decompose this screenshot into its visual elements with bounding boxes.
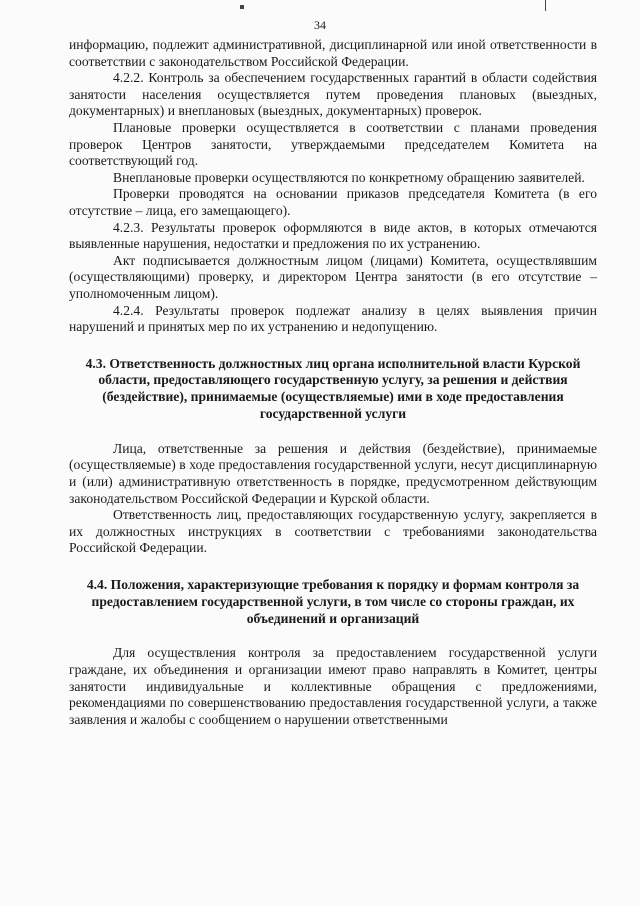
page-number: 34 bbox=[314, 18, 326, 32]
paragraph: 4.2.4. Результаты проверок подлежат анализу в целях выявления причин нарушений и принятых мер по их устранению и недопущению. bbox=[69, 302, 597, 335]
paragraph: информацию, подлежит административной, дисциплинарной или иной ответственности в соответствии с законодательством Российской Федерации. bbox=[69, 37, 597, 69]
paragraph: 4.2.2. Контроль за обеспечением государственных гарантий в области содействия занятости населения осуществляется путем проведения плановых (выездных, документарных) и внеплановых (выездных, документарных) проверок. bbox=[69, 70, 597, 119]
paragraph: Для осуществления контроля за предоставлением государственной услуги граждане, их объединения и организации имеют право направлять в Комитет, центры занятости индивидуальные и коллективные обращения с предложениями, рекомендациями по совершенствованию предоставления государственной услуги, а также заявления и жалобы с сообщением о нарушении ответственными bbox=[69, 645, 597, 727]
scan-artifact bbox=[240, 5, 244, 9]
section-heading-4-4: 4.4. Положения, характеризующие требования к порядку и формам контроля за предоставлением государственной услуги, в том числе со стороны граждан, их объединений и организаций bbox=[86, 577, 580, 626]
paragraph: Ответственность лиц, предоставляющих государственную услугу, закрепляется в их должностных инструкциях в соответствии с требованиями законодательства Российской Федерации. bbox=[69, 507, 597, 556]
scan-artifact bbox=[545, 0, 546, 11]
paragraph: Плановые проверки осуществляется в соответствии с планами проведения проверок Центров занятости, утверждаемыми председателем Комитета на соответствующий год. bbox=[69, 119, 597, 169]
paragraph: Проверки проводятся на основании приказов председателя Комитета (в его отсутствие – лица, его замещающего). bbox=[69, 186, 597, 218]
paragraph: Лица, ответственные за решения и действия (бездействие), принимаемые (осуществляемые) в ходе предоставления государственной услуги, несут дисциплинарную и (или) административную ответственность в порядке, предусмотренном действующим законодательством Российской Федерации и Курской области. bbox=[69, 440, 597, 506]
paragraph: Акт подписывается должностным лицом (лицами) Комитета, осуществлявшим (осуществляющими) проверку, и директором Центра занятости (в его отсутствие – уполномоченным лицом). bbox=[69, 252, 597, 301]
document-body bbox=[69, 37, 597, 728]
section-heading-4-3: 4.3. Ответственность должностных лиц органа исполнительной власти Курской области, предоставляющего государственную услугу, за решения и действия (бездействие), принимаемые (осуществляемые) ими в ходе предоставления государственной услуги bbox=[85, 355, 581, 422]
paragraph: 4.2.3. Результаты проверок оформляются в виде актов, в которых отмечаются выявленные нарушения, недостатки и предложения по их устранению. bbox=[69, 219, 597, 252]
paragraph: Внеплановые проверки осуществляются по конкретному обращению заявителей. bbox=[113, 169, 585, 185]
